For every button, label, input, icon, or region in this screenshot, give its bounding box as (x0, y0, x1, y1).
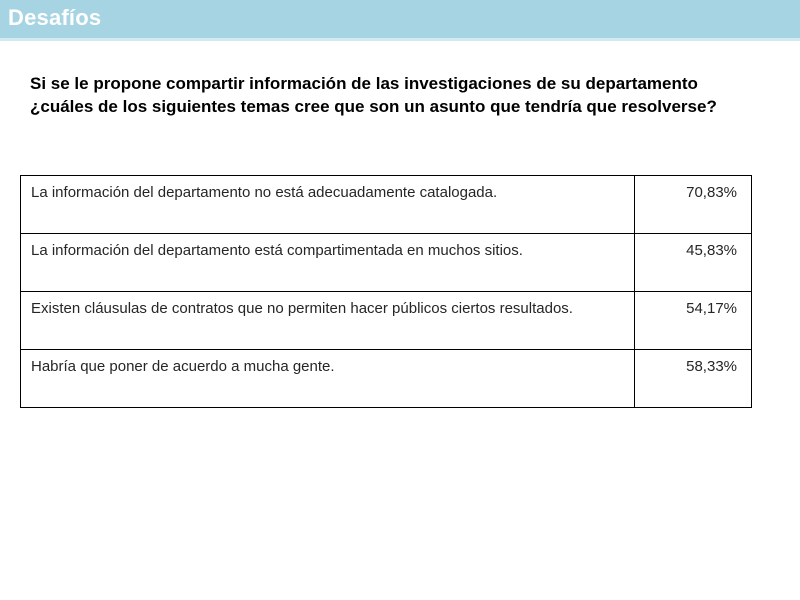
slide-header-bar (0, 0, 800, 38)
question-text: Si se le propone compartir información de las investigaciones de su departamento ¿cuáles de los siguientes temas cree que son un asunto que tendría que resolverse? (30, 74, 717, 116)
table-row (21, 350, 752, 408)
table-row (21, 292, 752, 350)
slide-header-strip (0, 38, 800, 41)
row-label: Habría que poner de acuerdo a mucha gente. (21, 350, 635, 408)
table-row (21, 176, 752, 234)
row-label: La información del departamento está compartimentada en muchos sitios. (21, 234, 635, 292)
results-table (20, 175, 752, 408)
row-value: 70,83% (635, 176, 752, 234)
row-value: 54,17% (635, 292, 752, 350)
table-row (21, 234, 752, 292)
row-value: 58,33% (635, 350, 752, 408)
row-label: Existen cláusulas de contratos que no permiten hacer públicos ciertos resultados. (21, 292, 635, 350)
slide-title: Desafíos (8, 5, 102, 30)
row-value: 45,83% (635, 234, 752, 292)
row-label: La información del departamento no está adecuadamente catalogada. (21, 176, 635, 234)
